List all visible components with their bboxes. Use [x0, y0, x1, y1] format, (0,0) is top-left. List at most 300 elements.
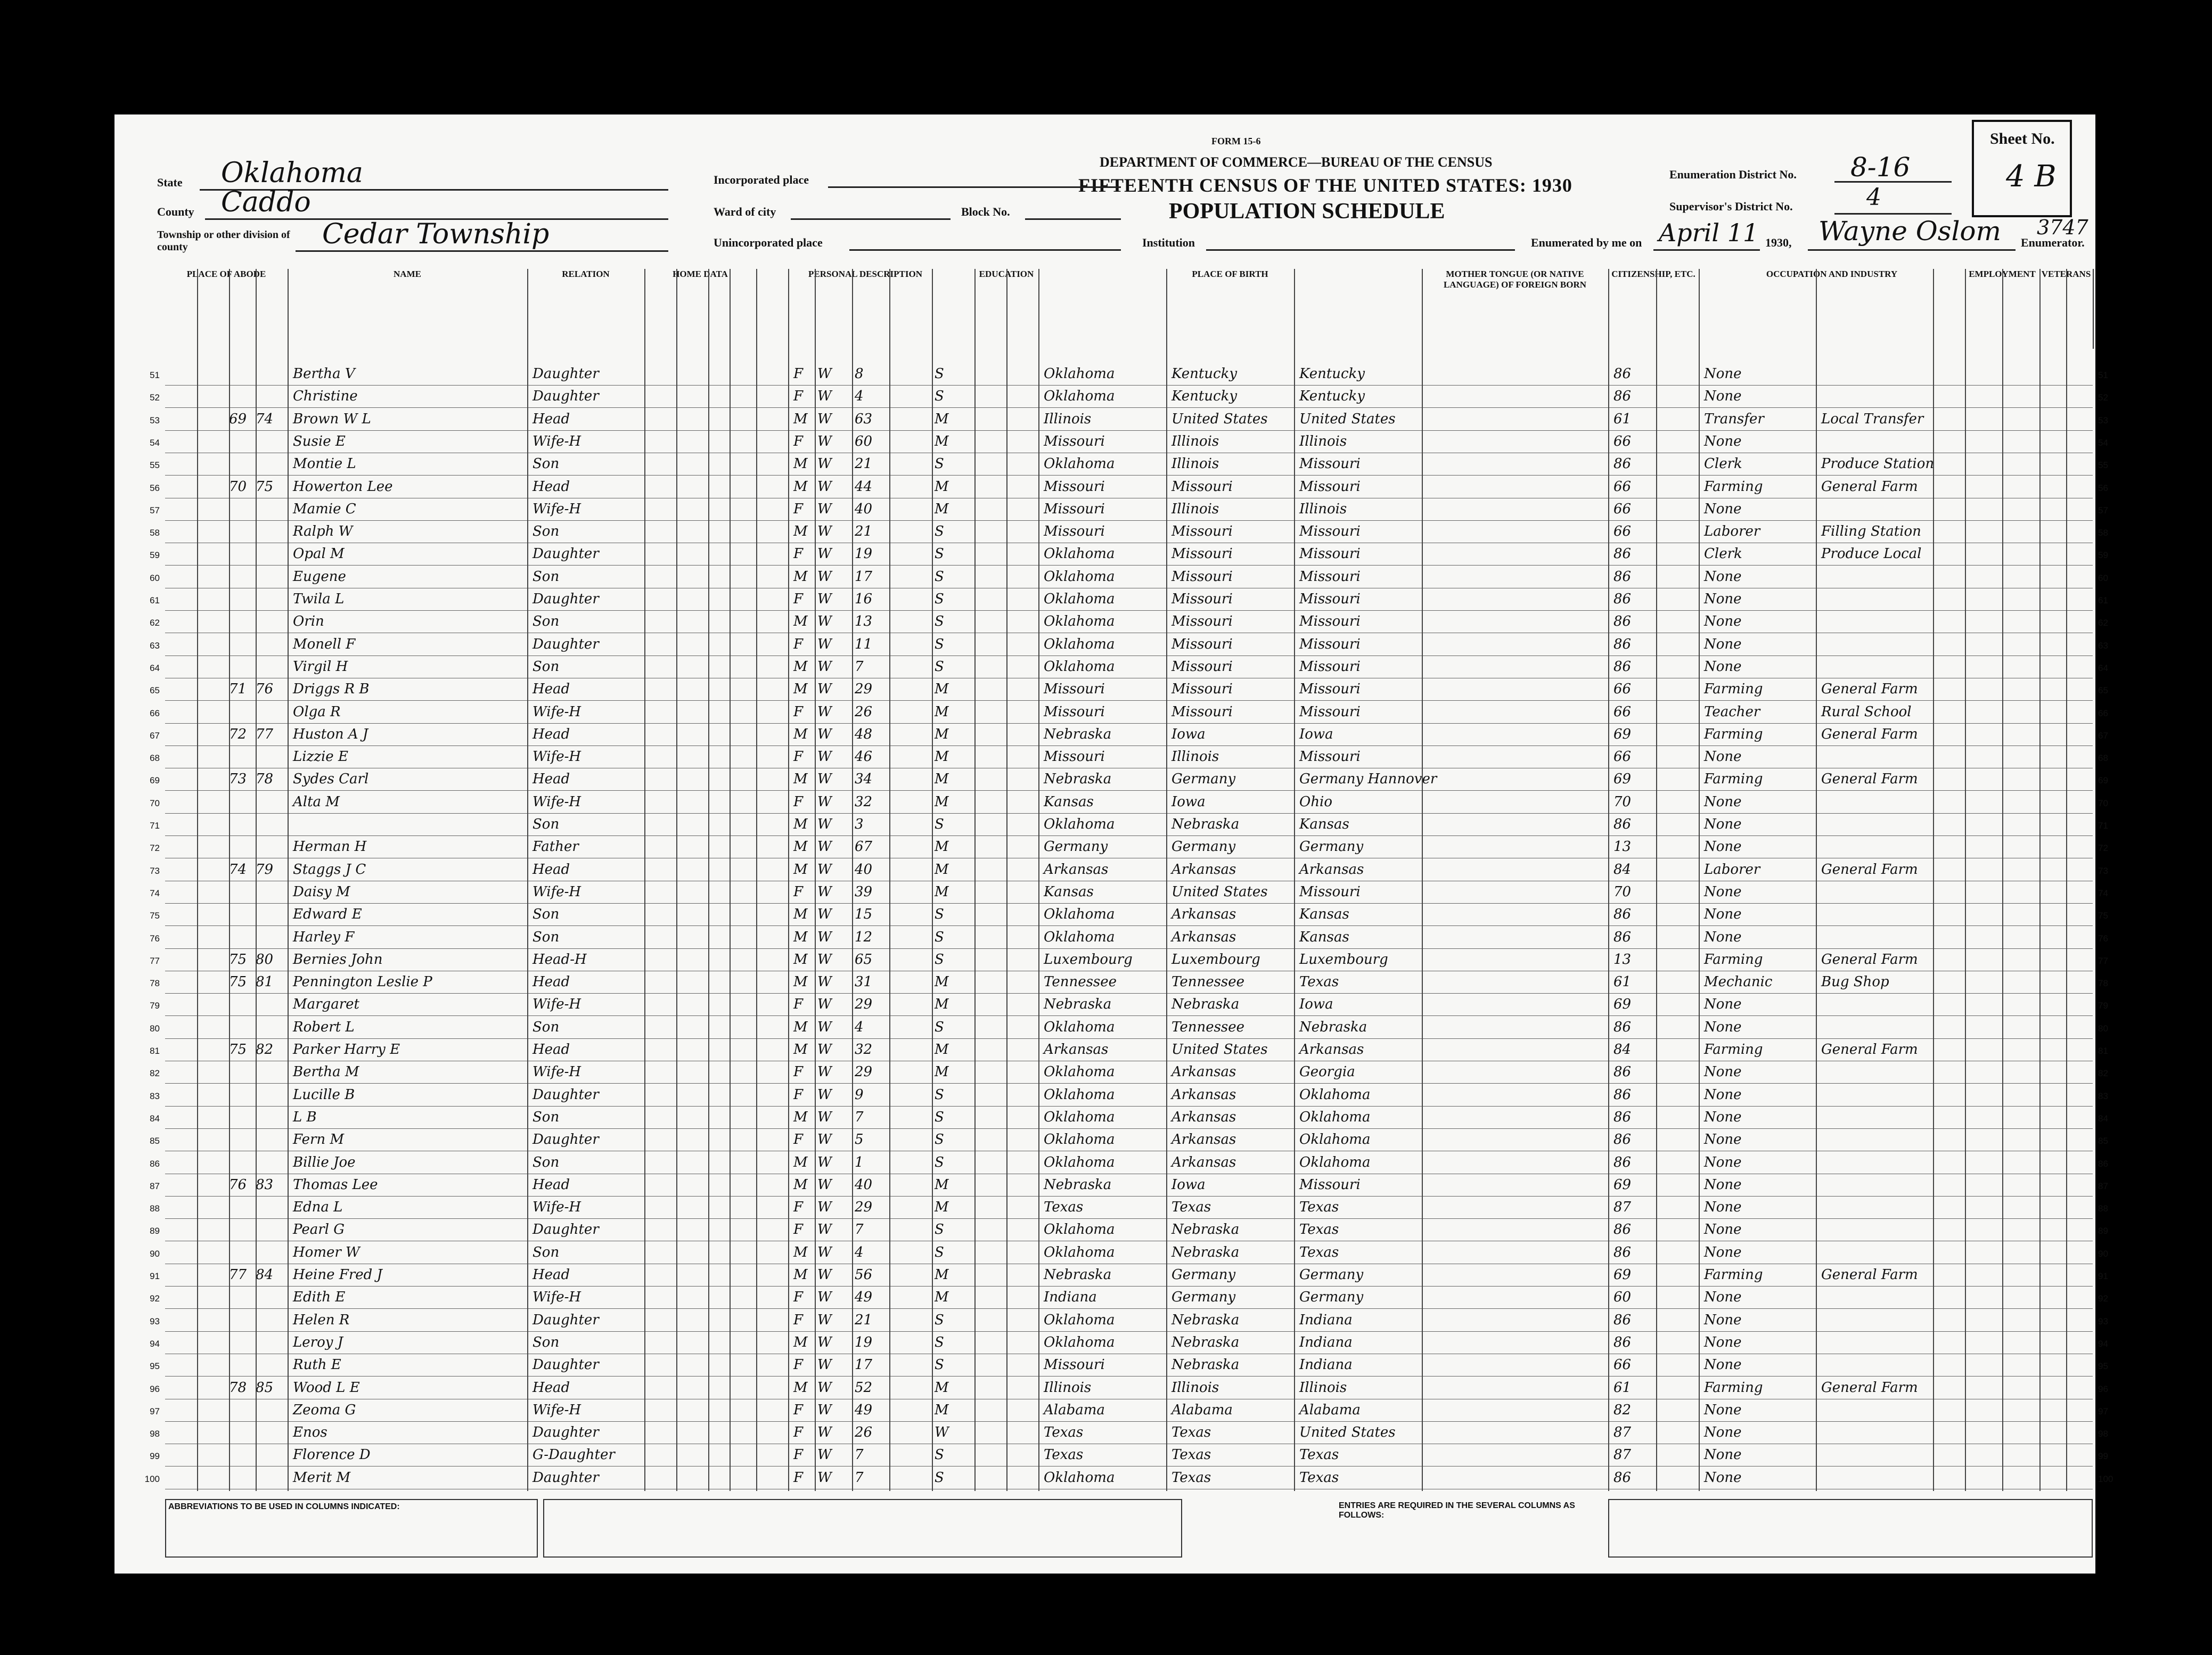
cell-code: 61: [1613, 974, 1632, 990]
cell-name: Parker Harry E: [293, 1042, 400, 1058]
cell-sex: M: [793, 816, 808, 832]
cell-fam: 75: [256, 478, 274, 495]
cell-rel: Wife-H: [532, 749, 581, 765]
line-number-right: 95: [2098, 1361, 2108, 1372]
cell-fpob: Arkansas: [1171, 906, 1236, 923]
column-header-30: VETERANS: [2039, 269, 2094, 349]
cell-race: W: [817, 1086, 832, 1103]
cell-rel: Daughter: [532, 1086, 599, 1103]
cell-race: W: [817, 1132, 832, 1148]
cell-code: 66: [1613, 433, 1632, 449]
cell-name: Leroy J: [293, 1334, 343, 1350]
cell-ms: M: [935, 793, 949, 810]
cell-mpob: Missouri: [1299, 568, 1361, 585]
cell-fpob: Texas: [1171, 1469, 1211, 1486]
table-row: [150, 1333, 2108, 1354]
footer-instructions: [165, 1499, 2093, 1563]
cell-sex: F: [793, 501, 804, 517]
cell-race: W: [817, 816, 832, 832]
cell-rel: Head: [532, 411, 570, 427]
cell-rel: Son: [532, 658, 560, 675]
cell-mpob: United States: [1299, 411, 1396, 427]
cell-age: 40: [855, 861, 873, 878]
abbreviations-title: ABBREVIATIONS TO BE USED IN COLUMNS INDICATED:: [168, 1502, 400, 1511]
cell-mpob: Indiana: [1299, 1312, 1353, 1328]
cell-occ: Clerk: [1704, 546, 1742, 562]
cell-mpob: Missouri: [1299, 478, 1361, 495]
cell-mpob: Iowa: [1299, 996, 1333, 1013]
cell-age: 46: [855, 749, 873, 765]
line-number: 70: [150, 798, 160, 808]
cell-age: 49: [855, 1402, 873, 1418]
cell-race: W: [817, 1289, 832, 1306]
cell-code: 86: [1613, 546, 1632, 562]
line-number: 72: [150, 843, 160, 854]
line-number: 82: [150, 1068, 160, 1079]
cell-rel: Head: [532, 861, 570, 878]
cell-mpob: Texas: [1299, 1222, 1339, 1238]
cell-rel: Wife-H: [532, 1199, 581, 1216]
cell-fpob: Arkansas: [1171, 929, 1236, 945]
cell-name: Wood L E: [293, 1379, 360, 1396]
cell-sex: M: [793, 1334, 808, 1350]
cell-pob: Oklahoma: [1044, 1469, 1115, 1486]
cell-age: 48: [855, 726, 873, 742]
cell-age: 7: [855, 1222, 864, 1238]
cell-mpob: Kentucky: [1299, 388, 1365, 405]
cell-name: Howerton Lee: [293, 478, 393, 495]
table-row: [144, 1469, 2113, 1489]
cell-age: 21: [855, 1312, 873, 1328]
cell-sex: M: [793, 456, 808, 472]
cell-code: 82: [1613, 1402, 1632, 1418]
line-number-right: 59: [2098, 550, 2108, 561]
line-number: 89: [150, 1226, 160, 1236]
cell-mpob: Texas: [1299, 1469, 1339, 1486]
cell-occ: None: [1704, 1199, 1742, 1216]
block-label: Block No.: [961, 205, 1010, 218]
table-row: [150, 861, 2108, 881]
cell-age: 9: [855, 1086, 864, 1103]
cell-rel: Son: [532, 1019, 560, 1035]
cell-sex: M: [793, 1019, 808, 1035]
cell-dw: 71: [229, 681, 247, 698]
table-row: [150, 1288, 2108, 1309]
cell-dw: 70: [229, 478, 247, 495]
line-number: 83: [150, 1091, 160, 1101]
cell-name: Fern M: [293, 1132, 345, 1148]
census-title: FIFTEENTH CENSUS OF THE UNITED STATES: 1930: [1078, 175, 1572, 196]
schedule-grid: [144, 269, 2113, 1491]
line-number: 78: [150, 978, 160, 989]
cell-dw: 75: [229, 974, 247, 990]
cell-name: Florence D: [293, 1447, 371, 1463]
cell-pob: Oklahoma: [1044, 1132, 1115, 1148]
cell-pob: Missouri: [1044, 681, 1105, 698]
cell-code: 66: [1613, 501, 1632, 517]
cell-fpob: United States: [1171, 883, 1268, 900]
line-number-right: 96: [2098, 1383, 2108, 1394]
cell-race: W: [817, 478, 832, 495]
line-number: 51: [150, 370, 160, 380]
cell-occ: None: [1704, 1154, 1742, 1170]
line-number-right: 62: [2098, 618, 2108, 628]
cell-occ: Farming: [1704, 771, 1763, 788]
cell-ms: S: [935, 568, 944, 585]
cell-sex: F: [793, 433, 804, 449]
cell-occ: None: [1704, 1469, 1742, 1486]
cell-pob: Missouri: [1044, 703, 1105, 720]
cell-sex: F: [793, 883, 804, 900]
cell-name: Orin: [293, 613, 324, 630]
cell-occ: None: [1704, 1176, 1742, 1193]
cell-race: W: [817, 591, 832, 607]
cell-name: Billie Joe: [293, 1154, 356, 1170]
table-row: [150, 928, 2108, 949]
table-row: [150, 1311, 2108, 1332]
table-row: [150, 1356, 2108, 1377]
cell-dw: 72: [229, 726, 247, 742]
cell-sex: F: [793, 996, 804, 1013]
cell-ms: S: [935, 1154, 944, 1170]
cell-occ: None: [1704, 1109, 1742, 1125]
cell-ind: Filling Station: [1821, 523, 1921, 540]
cell-age: 39: [855, 883, 873, 900]
table-row: [150, 1401, 2108, 1422]
cell-rel: Son: [532, 1334, 560, 1350]
cell-name: Opal M: [293, 546, 345, 562]
line-number: 90: [150, 1248, 160, 1259]
line-number-right: 88: [2098, 1203, 2108, 1214]
cell-rel: G-Daughter: [532, 1447, 615, 1463]
cell-ind: General Farm: [1821, 681, 1918, 698]
cell-code: 84: [1613, 1042, 1632, 1058]
cell-age: 3: [855, 816, 864, 832]
cell-sex: M: [793, 906, 808, 923]
cell-rel: Wife-H: [532, 883, 581, 900]
table-row: [150, 1423, 2108, 1444]
line-number: 80: [150, 1023, 160, 1034]
cell-pob: Arkansas: [1044, 861, 1109, 878]
line-number-right: 71: [2098, 821, 2108, 831]
enumerated-date: April 11: [1659, 218, 1759, 247]
cell-ms: S: [935, 951, 944, 968]
column-header-1: PLACE OF ABODE: [165, 269, 289, 349]
cell-occ: None: [1704, 749, 1742, 765]
line-number-right: 91: [2098, 1271, 2108, 1281]
cell-age: 8: [855, 366, 864, 382]
cell-race: W: [817, 681, 832, 698]
cell-sex: M: [793, 974, 808, 990]
line-number-right: 69: [2098, 775, 2108, 786]
cell-age: 7: [855, 1109, 864, 1125]
cell-fam: 76: [256, 681, 274, 698]
cell-mpob: Oklahoma: [1299, 1132, 1371, 1148]
cell-ms: S: [935, 523, 944, 540]
line-number-right: 67: [2098, 730, 2108, 741]
cell-mpob: Oklahoma: [1299, 1154, 1371, 1170]
cell-occ: None: [1704, 568, 1742, 585]
cell-name: Enos: [293, 1424, 327, 1441]
table-row: [150, 905, 2108, 926]
cell-ms: M: [935, 433, 949, 449]
cell-fam: 78: [256, 771, 274, 788]
cell-age: 56: [855, 1267, 873, 1283]
line-number-right: 53: [2098, 415, 2108, 425]
cell-age: 26: [855, 1424, 873, 1441]
line-number: 59: [150, 550, 160, 561]
cell-sex: F: [793, 1289, 804, 1306]
cell-race: W: [817, 839, 832, 855]
cell-fpob: Arkansas: [1171, 1154, 1236, 1170]
cell-ind: General Farm: [1821, 861, 1918, 878]
cell-mpob: Kansas: [1299, 929, 1349, 945]
cell-code: 69: [1613, 1267, 1632, 1283]
cell-name: Homer W: [293, 1244, 360, 1260]
line-number: 71: [150, 821, 160, 831]
cell-mpob: Nebraska: [1299, 1019, 1367, 1035]
cell-ind: Produce Local: [1821, 546, 1922, 562]
cell-ms: S: [935, 929, 944, 945]
column-header-25: OCCUPATION AND INDUSTRY: [1699, 269, 1966, 349]
cell-occ: Farming: [1704, 681, 1763, 698]
cell-ms: M: [935, 1199, 949, 1216]
cell-pob: Oklahoma: [1044, 1334, 1115, 1350]
cell-rel: Daughter: [532, 591, 599, 607]
cell-sex: M: [793, 839, 808, 855]
cell-sex: M: [793, 1267, 808, 1283]
cell-mpob: Missouri: [1299, 883, 1361, 900]
line-number-right: 99: [2098, 1451, 2108, 1462]
cell-sex: M: [793, 1244, 808, 1260]
cell-mpob: Oklahoma: [1299, 1109, 1371, 1125]
incorporated-label: Incorporated place: [714, 173, 809, 186]
cell-rel: Head: [532, 1379, 570, 1396]
cell-ms: S: [935, 591, 944, 607]
line-number: 64: [150, 662, 160, 673]
cell-rel: Head: [532, 726, 570, 742]
cell-sex: M: [793, 613, 808, 630]
line-number-right: 68: [2098, 753, 2108, 764]
line-number: 81: [150, 1046, 160, 1056]
cell-pob: Oklahoma: [1044, 1109, 1115, 1125]
cell-sex: M: [793, 1042, 808, 1058]
cell-code: 86: [1613, 568, 1632, 585]
cell-sex: M: [793, 568, 808, 585]
cell-pob: Tennessee: [1044, 974, 1117, 990]
cell-pob: Oklahoma: [1044, 816, 1115, 832]
cell-sex: F: [793, 1469, 804, 1486]
cell-age: 13: [855, 613, 873, 630]
table-row: [150, 1266, 2108, 1287]
cell-fpob: Luxembourg: [1171, 951, 1260, 968]
cell-pob: Kansas: [1044, 793, 1094, 810]
cell-code: 86: [1613, 1334, 1632, 1350]
cell-pob: Alabama: [1044, 1402, 1105, 1418]
cell-race: W: [817, 613, 832, 630]
cell-age: 4: [855, 1019, 864, 1035]
cell-race: W: [817, 568, 832, 585]
cell-mpob: Texas: [1299, 974, 1339, 990]
cell-sex: M: [793, 951, 808, 968]
cell-code: 87: [1613, 1199, 1632, 1216]
line-number-right: 64: [2098, 662, 2108, 673]
table-row: [150, 1153, 2108, 1174]
cell-sex: F: [793, 1086, 804, 1103]
cell-mpob: Kentucky: [1299, 366, 1365, 382]
cell-age: 19: [855, 546, 873, 562]
table-row: [150, 793, 2108, 814]
table-row: [150, 973, 2108, 994]
table-row: [150, 815, 2108, 836]
cell-fpob: Tennessee: [1171, 974, 1245, 990]
cell-ms: S: [935, 456, 944, 472]
cell-age: 29: [855, 1064, 873, 1080]
cell-code: 69: [1613, 771, 1632, 788]
line-number-right: 87: [2098, 1181, 2108, 1191]
cell-fam: 79: [256, 861, 274, 878]
line-number-right: 66: [2098, 708, 2108, 718]
table-row: [150, 545, 2108, 566]
cell-code: 86: [1613, 1222, 1632, 1238]
table-row: [150, 455, 2108, 476]
cell-name: Edna L: [293, 1199, 343, 1216]
cell-name: Montie L: [293, 456, 356, 472]
table-row: [150, 725, 2108, 746]
cell-sex: M: [793, 658, 808, 675]
cell-age: 4: [855, 388, 864, 405]
cell-fpob: Arkansas: [1171, 861, 1236, 878]
cell-rel: Son: [532, 613, 560, 630]
cell-ms: S: [935, 816, 944, 832]
cell-ms: M: [935, 996, 949, 1013]
cell-age: 65: [855, 951, 873, 968]
cell-ms: M: [935, 839, 949, 855]
cell-age: 7: [855, 1469, 864, 1486]
cell-pob: Nebraska: [1044, 996, 1112, 1013]
cell-ms: S: [935, 636, 944, 652]
table-row: [150, 1220, 2108, 1241]
cell-fpob: Germany: [1171, 839, 1236, 855]
cell-sex: F: [793, 1132, 804, 1148]
cell-age: 1: [855, 1154, 864, 1170]
cell-age: 29: [855, 996, 873, 1013]
cell-occ: None: [1704, 929, 1742, 945]
cell-fpob: Arkansas: [1171, 1109, 1236, 1125]
cell-ms: S: [935, 906, 944, 923]
line-number: 99: [150, 1451, 160, 1462]
cell-fpob: Illinois: [1171, 501, 1219, 517]
cell-pob: Oklahoma: [1044, 1064, 1115, 1080]
cell-sex: M: [793, 523, 808, 540]
line-number: 53: [150, 415, 160, 425]
cell-race: W: [817, 1176, 832, 1193]
cell-ms: W: [935, 1424, 949, 1441]
cell-rel: Daughter: [532, 1469, 599, 1486]
cell-mpob: Missouri: [1299, 658, 1361, 675]
cell-race: W: [817, 636, 832, 652]
column-header-7: HOME DATA: [644, 269, 757, 349]
line-number: 62: [150, 618, 160, 628]
line-number: 77: [150, 955, 160, 966]
cell-dw: 75: [229, 1042, 247, 1058]
entries-box: [1608, 1499, 2093, 1558]
table-row: [150, 1040, 2108, 1061]
cell-occ: Farming: [1704, 1379, 1763, 1396]
cell-ms: S: [935, 658, 944, 675]
cell-occ: Farming: [1704, 478, 1763, 495]
cell-fpob: Missouri: [1171, 703, 1233, 720]
cell-name: Driggs R B: [293, 681, 370, 698]
cell-sex: M: [793, 1109, 808, 1125]
cell-fam: 83: [256, 1176, 274, 1193]
cell-pob: Oklahoma: [1044, 1154, 1115, 1170]
cell-race: W: [817, 1357, 832, 1373]
cell-age: 11: [855, 636, 873, 652]
cell-mpob: Missouri: [1299, 636, 1361, 652]
cell-sex: M: [793, 1154, 808, 1170]
cell-code: 86: [1613, 591, 1632, 607]
cell-fpob: United States: [1171, 411, 1268, 427]
column-header-21: MOTHER TONGUE (OR NATIVE LANGUAGE) OF FOREIGN BORN: [1422, 269, 1609, 349]
cell-fpob: Nebraska: [1171, 996, 1240, 1013]
cell-sex: F: [793, 1402, 804, 1418]
cell-rel: Daughter: [532, 1424, 599, 1441]
line-number: 87: [150, 1181, 160, 1191]
cell-sex: F: [793, 1357, 804, 1373]
cell-fam: 77: [256, 726, 274, 742]
cell-race: W: [817, 1109, 832, 1125]
line-number-right: 97: [2098, 1406, 2108, 1416]
cell-age: 40: [855, 501, 873, 517]
cell-mpob: Missouri: [1299, 681, 1361, 698]
state-label: State: [157, 176, 183, 189]
cell-mpob: Germany: [1299, 839, 1364, 855]
ward-label: Ward of city: [714, 205, 776, 218]
cell-fpob: Arkansas: [1171, 1086, 1236, 1103]
cell-fam: 82: [256, 1042, 274, 1058]
cell-age: 7: [855, 658, 864, 675]
cell-occ: None: [1704, 388, 1742, 405]
cell-race: W: [817, 996, 832, 1013]
cell-mpob: Kansas: [1299, 816, 1349, 832]
enumerated-label: Enumerated by me on: [1531, 236, 1642, 249]
cell-code: 66: [1613, 681, 1632, 698]
cell-ms: M: [935, 883, 949, 900]
cell-occ: None: [1704, 501, 1742, 517]
table-row: [150, 1130, 2108, 1151]
cell-dw: 69: [229, 411, 247, 427]
cell-mpob: Germany: [1299, 1289, 1364, 1306]
cell-dw: 78: [229, 1379, 247, 1396]
cell-pob: Oklahoma: [1044, 546, 1115, 562]
supervisor-value: 4: [1866, 184, 1881, 211]
table-row: [150, 410, 2108, 431]
cell-rel: Head: [532, 974, 570, 990]
cell-fpob: Missouri: [1171, 591, 1233, 607]
cell-mpob: Luxembourg: [1299, 951, 1388, 968]
cell-race: W: [817, 1154, 832, 1170]
cell-race: W: [817, 1042, 832, 1058]
line-number: 98: [150, 1429, 160, 1439]
table-row: [150, 568, 2108, 588]
cell-occ: None: [1704, 613, 1742, 630]
cell-code: 86: [1613, 1132, 1632, 1148]
cell-race: W: [817, 861, 832, 878]
cell-mpob: Germany Hannover: [1299, 771, 1437, 788]
cell-ms: S: [935, 1357, 944, 1373]
cell-mpob: Indiana: [1299, 1334, 1353, 1350]
